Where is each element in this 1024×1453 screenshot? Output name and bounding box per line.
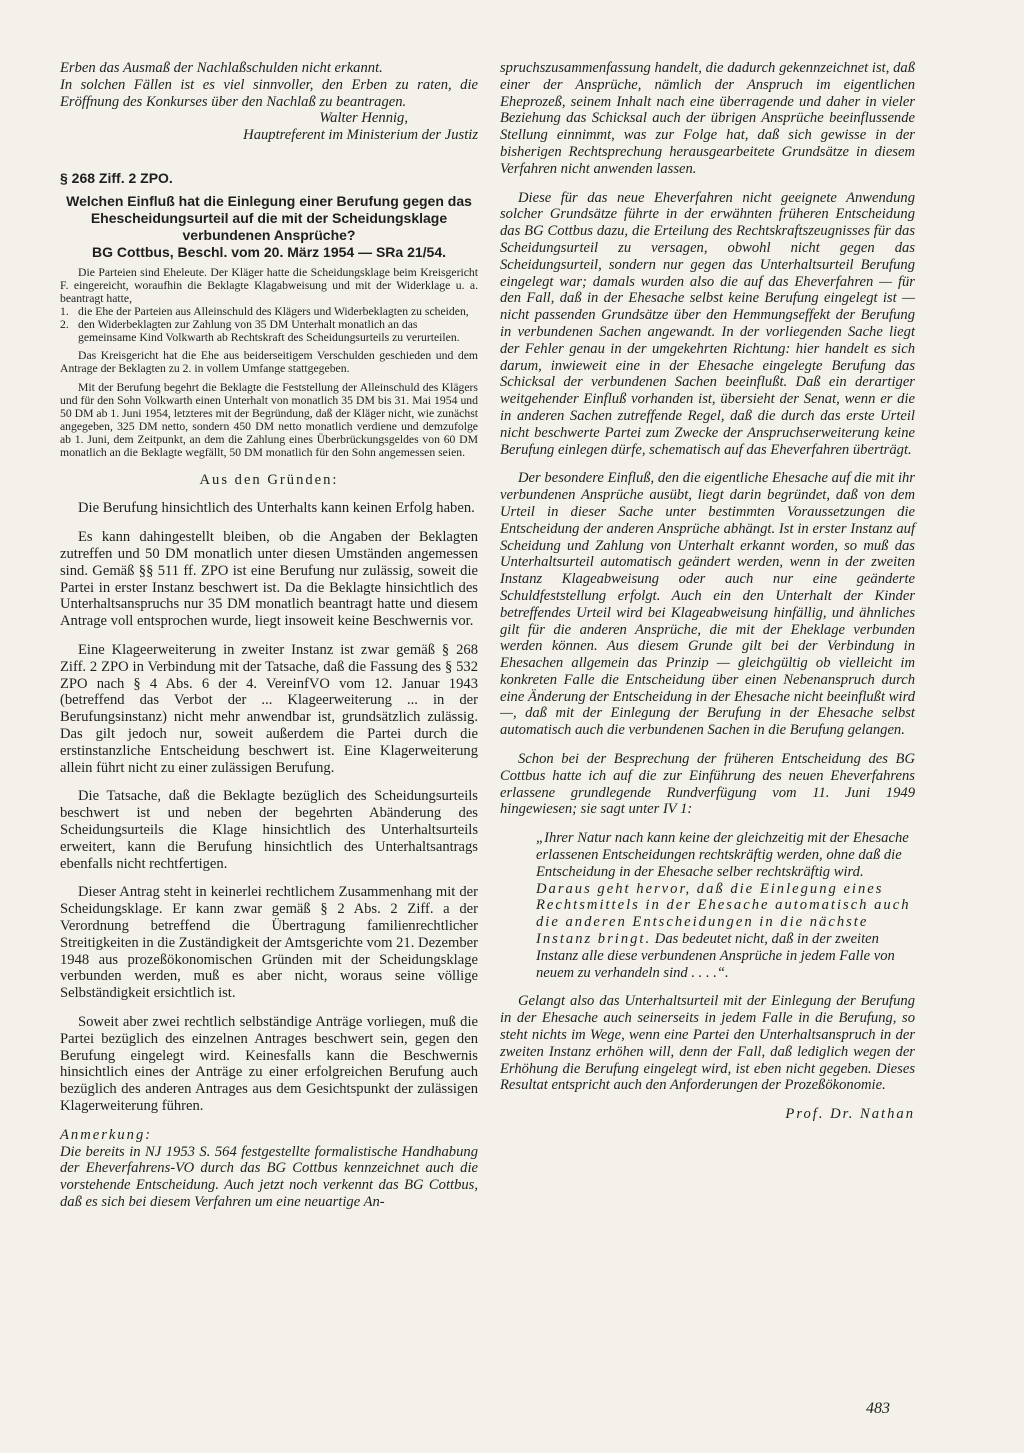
left-column	[60, 60, 478, 1211]
intro-line-1: Erben das Ausmaß der Nachlaßschulden nicht erkannt.	[60, 60, 383, 76]
grounds-p3: Eine Klageerweiterung in zweiter Instanz ist zwar gemäß § 268 Ziff. 2 ZPO in Verbindung mit der Tatsache, daß die Fassung des § 532 ZPO nach § 4 Abs. 6 der 4. VereinfVO vom 12. Januar 1943 (betreffend das Verbot der ... Klageerweiterung ... in der Berufungsinstanz) nicht mehr anwendbar ist, grundsätzlich zulässig. Das gilt jedoch nur, soweit außerdem die Partei durch die erstinstanzliche Entscheidung beschwert ist. Eine Klagerweiterung allein führt nicht zu einer zulässigen Berufung.	[60, 642, 478, 776]
citation: BG Cottbus, Beschl. vom 20. März 1954 — SRa 21/54.	[91, 243, 447, 260]
right-p3: Der besondere Einfluß, den die eigentliche Ehesache auf die mit ihr verbundenen Ansprüche ausübt, liegt darin begründet, daß von dem Urteil in dieser Sache unter bestimmten Voraussetzungen die Entscheidung der anderen Ansprüche abhängt. Ist in erster Instanz auf Scheidung und Zahlung von Unterhalt erkannt worden, so muß das Unterhaltsurteil automatisch geändert werden, wenn in der zweiten Instanz Klageabweisung oder auch nur eine geänderte Schuldfeststellung erfolgt. Auch ein den Unterhalt der Kinder betreffendes Urteil wird bei Klageabweisung hinfällig, und ähnliches gilt für die anderen Ansprüche, die mit der Eheklage verbunden werden können. Aus diesem Grunde gilt bei der Verbindung in Ehesachen allgemein das Prinzip — gleichgültig ob vielleicht im konkreten Falle die Entscheidung über einen Nebenanspruch durch eine Änderung der Entscheidung in der Ehesache nicht beeinflußt wird —, daß mit der Einlegung der Berufung in der Ehesache selbst automatisch auch die verbundenen Sachen in die Berufung gelangen.	[500, 470, 915, 739]
facts-intro: Die Parteien sind Eheleute. Der Kläger hatte die Scheidungsklage beim Kreisgericht F. eingereicht, woraufhin die Beklagte Klagabweisung und mit der Widerklage u. a. beantragt hatte,	[60, 265, 478, 305]
right-p4: Schon bei der Besprechung der früheren Entscheidung des BG Cottbus hatte ich auf die zur Einführung des neuen Eheverfahrens erlassene grundlegende Rundverfügung vom 11. Juni 1949 hingewiesen; sie sagt unter IV 1:	[500, 751, 915, 818]
grounds-p1: Die Berufung hinsichtlich des Unterhalts kann keinen Erfolg haben.	[78, 500, 475, 517]
author-name: Walter Hennig,	[319, 110, 408, 127]
facts-item-2-text: den Widerbeklagten zur Zahlung von 35 DM Unterhalt monatlich an das gemeinsame Kind Volkwarth ab Rechtskraft des Scheidungsurteils zu verurteilen.	[78, 317, 460, 344]
intro-line-2: In solchen Fällen ist es viel sinnvoller, den Erben zu raten, die Eröffnung des Konkurses über den Nachlaß zu beantragen.	[60, 76, 478, 110]
quote-part-a: „Ihrer Natur nach kann keine der gleichzeitig mit der Ehesache erlassenen Entscheidungen rechtskräftig werden, ohne daß die Entscheidung in der Ehesache selber rechtskräftig wird.	[536, 830, 909, 880]
facts-item-2-number: 2.	[60, 317, 69, 331]
right-column	[500, 60, 915, 1123]
signature: Prof. Dr. Nathan	[785, 1106, 915, 1123]
grounds-heading: Aus den Gründen:	[199, 471, 339, 488]
grounds-p2: Es kann dahingestellt bleiben, ob die Angaben der Beklagten zutreffen und 50 DM monatlich unter diesen Umständen angemessen sind. Gemäß §§ 511 ff. ZPO ist eine Berufung nur zulässig, soweit die Partei in erster Instanz beschwert ist. Da die Beklagte hinsichtlich des Unterhaltsanspruchs nur 35 DM monatlich beantragt hatte und diesem Antrage voll entsprochen wurde, liegt insoweit keine Beschwernis vor.	[60, 529, 478, 630]
facts-p3: Mit der Berufung begehrt die Beklagte die Feststellung der Alleinschuld des Klägers und für den Sohn Volkwarth einen Unterhalt von monatlich 35 DM bis 31. Mai 1954 und 50 DM ab 1. Juni 1954, letzteres mit der Begründung, daß der Kläger nicht, wie zunächst angegeben, 325 DM netto, sondern 450 DM netto monatlich verdiene und demzufolge ab 1. Juni, dem Zeitpunkt, an dem die Zahlung eines Überbrückungsgeldes von 60 DM monatlich an die Beklagte wegfällt, 50 DM monatlich für den Sohn angemessen seien.	[60, 381, 478, 459]
grounds-p5: Dieser Antrag steht in keinerlei rechtlichem Zusammenhang mit der Scheidungsklage. Er kann zwar gemäß § 2 Abs. 2 Ziff. a der Verordnung betreffend die Übertragung familienrechtlicher Streitigkeiten in die Zuständigkeit der Amtsgerichte vom 21. Dezember 1948 aus prozeßökonomischen Gründen mit der Scheidungsklage verbunden werden, muß es aber nicht, woraus seine völlige Selbständigkeit ersichtlich ist.	[60, 884, 478, 1002]
quote-part-b: Daraus geht hervor, daß die Einlegung eines Rechtsmittels in der Ehesache automatisch auch die anderen Entscheidungen in die nächste Instanz bringt.	[536, 880, 911, 948]
facts-item-2	[60, 319, 478, 345]
grounds-p4: Die Tatsache, daß die Beklagte bezüglich des Scheidungsurteils beschwert ist und neben der begehrten Abänderung des Scheidungsurteils die Klage hinsichtlich des Unterhaltsurteils erweitert, kann die Berufung hinsichtlich des Unterhaltsantrags ebenfalls nicht rechtfertigen.	[60, 788, 478, 872]
facts-item-1-text: die Ehe der Parteien aus Alleinschuld des Klägers und Widerbeklagten zu scheiden,	[78, 304, 469, 318]
facts-item-1	[60, 306, 478, 319]
note-heading: Anmerkung:	[60, 1126, 153, 1143]
right-p1: spruchszusammenfassung handelt, die dadurch gekennzeichnet ist, daß einer der Ansprüche, nämlich der Anspruch im eigentlichen Eheprozeß, seinem Inhalt nach eine überragende und daher in vieler Beziehung das Schicksal auch der übrigen Ansprüche beeinflussende Stellung einnimmt, was zur Folge hat, daß sich gewisse in der bisherigen Rechtsprechung herausgearbeitete Grundsätze in diesem Verfahren nicht anwenden lassen.	[500, 60, 915, 177]
right-p5: Gelangt also das Unterhaltsurteil mit der Einlegung der Berufung in der Ehesache auch seinerseits in jedem Falle in die Berufung, so steht nichts im Wege, wenn eine Partei den Unterhaltsanspruch in der zweiten Instanz erhöhen will, denn der Fall, daß lediglich wegen der Erhöhung die Berufung eingelegt wird, ist eben nicht gegeben. Dieses Resultat entspricht auch den Anforderungen der Prozeßökonomie.	[500, 993, 915, 1094]
block-quote	[500, 830, 915, 981]
author-role: Hauptreferent im Ministerium der Justiz	[243, 127, 478, 144]
facts-p2: Das Kreisgericht hat die Ehe aus beiderseitigem Verschulden geschieden und dem Antrage der Beklagten zu 2. in vollem Umfange stattgegeben.	[60, 349, 478, 376]
headline: Welchen Einfluß hat die Einlegung einer Berufung gegen das Ehescheidungsurteil auf die mit der Scheidungsklage verbundenen Ansprüche?	[66, 192, 472, 243]
grounds-p6: Soweit aber zwei rechtlich selbständige Anträge vorliegen, muß die Partei bezüglich des einzelnen Antrages beschwert sein, gegen den Berufung eingelegt wird. Keinesfalls kann die Beschwernis hinsichtlich eines der Anträge zu einer erfolgreichen Berufung auch bezüglich des anderen Antrages aus dem Gesichtspunkt der zulässigen Klagerweiterung führen.	[60, 1013, 478, 1114]
right-p2: Diese für das neue Eheverfahren nicht geeignete Anwendung solcher Grundsätze führte in der erwähnten früheren Entscheidung das BG Cottbus dazu, die Erteilung des Rechtskraftszeugnisses für das Scheidungsurteil zu versagen, obwohl nicht gegen das Scheidungsurteil, sondern nur gegen das Unterhaltsurteil Berufung eingelegt war; damals wurden also die auf das Eheverfahren — für den Fall, daß in der Ehesache selbst keine Berufung eingelegt ist — nicht passenden Grundsätze über den Hemmungseffekt der Berufung in verbundenen Sachen angewandt. In der vorliegenden Sache liegt der Fehler genau in der umgekehrten Richtung: hier handelt es sich darum, inwieweit eine in der Ehesache eingelegte Berufung das Schicksal der verbundenen Sachen beeinflußt. Daß ein derartiger weitgehender Einfluß vorhanden ist, übersieht der Senat, wenn er die in anderen Sachen zutreffende Regel, daß die durch das erste Urteil nicht beschwerte Partei zum Zwecke der Anspruchserweiterung keine Berufung einlegen dürfe, schematisch auf das Eheverfahren überträgt.	[500, 189, 915, 458]
page-number: 483	[866, 1400, 890, 1417]
quote-part-c: Das bedeutet nicht, daß in der zweiten Instanz alle diese verbundenen Ansprüche in jedem Falle von neuem zu verhandeln sind . . . .“.	[536, 931, 895, 981]
note-p1: Die bereits in NJ 1953 S. 564 festgestellte formalistische Handhabung der Eheverfahrens-VO durch das BG Cottbus kennzeichnet auch die vorstehende Entscheidung. Auch jetzt noch verkennt das BG Cottbus, daß es sich bei diesem Verfahren um eine neuartige An-	[60, 1143, 478, 1210]
section-ref: § 268 Ziff. 2 ZPO.	[60, 169, 173, 186]
facts-item-1-number: 1.	[60, 304, 69, 318]
